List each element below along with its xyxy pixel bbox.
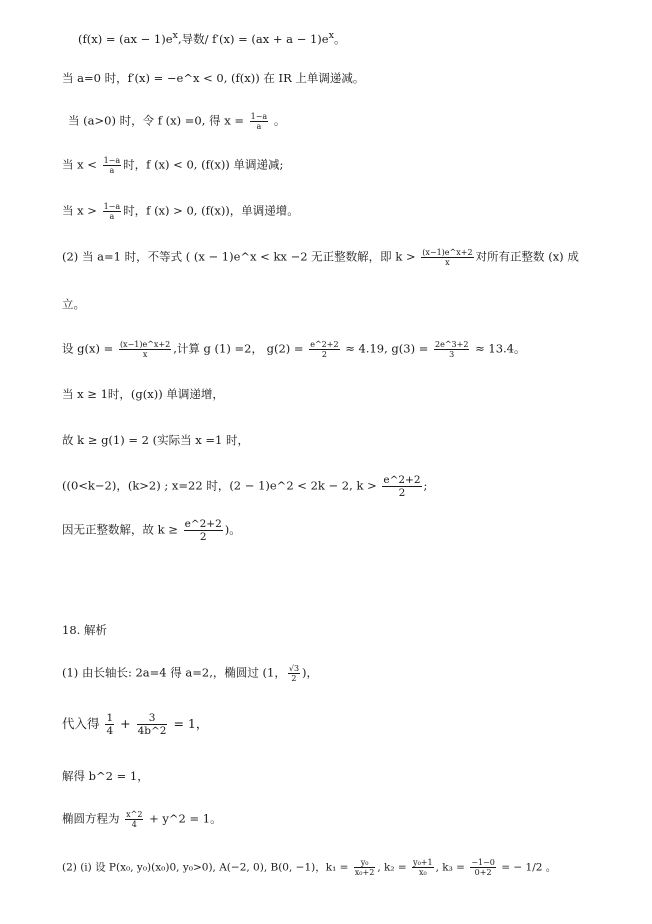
numerator: e^2+2: [184, 518, 222, 530]
denominator: x₀: [418, 868, 427, 877]
denominator: a: [109, 166, 115, 175]
text-segment: )。: [224, 522, 241, 537]
continuation-line: 立。: [62, 297, 85, 311]
text-segment: ((0<k−2)，(k>2) ; x=22 时，(2 − 1)e^2 < 2k − 2, k >: [62, 478, 381, 493]
numerator: 1−a: [103, 156, 121, 165]
text-segment: 时，f (x) > 0, (f(x))，单调递增。: [123, 203, 299, 218]
text-segment: 因无正整数解，故 k ≥: [62, 522, 182, 537]
numerator: y₀: [354, 858, 376, 868]
text-segment: 设 g(x) =: [62, 341, 117, 356]
numerator: e^2+2: [383, 474, 421, 486]
fraction: [137, 712, 168, 737]
part-two-line: [0, 248, 652, 267]
fraction: [434, 340, 469, 359]
g-definition-line: [0, 340, 652, 359]
text-segment: 。: [270, 113, 286, 128]
fraction: [105, 712, 114, 737]
denominator: x₀+2: [354, 868, 375, 877]
numerator: 1−a: [103, 202, 121, 211]
text-segment: , k₂ =: [377, 861, 411, 874]
text-segment: (1) 由长轴长: 2a=4 得 a=2,，椭圆过 (1，: [62, 665, 286, 680]
numerator: 1: [106, 712, 114, 724]
text-segment: ,计算 g (1) =2， g(2) =: [173, 341, 308, 356]
text-segment: ≈ 13.4。: [471, 341, 526, 356]
text-segment: ≈ 4.19, g(3) =: [341, 341, 433, 356]
fraction: [421, 248, 473, 267]
text-segment: ;: [423, 478, 428, 493]
numerator: (x−1)e^x+2: [422, 248, 473, 257]
fraction: [119, 340, 171, 359]
ellipse-equation-line: [0, 810, 652, 829]
derivative-line: [0, 28, 652, 47]
text-segment: + y^2 = 1。: [145, 811, 222, 826]
case-a-positive-line: [0, 112, 652, 131]
denominator: 4: [131, 820, 137, 829]
ellipse-point-line: [0, 664, 652, 683]
denominator: x: [142, 350, 148, 359]
numerator: 1−a: [250, 112, 268, 121]
fraction: [288, 664, 300, 683]
denominator: 2: [321, 350, 327, 359]
section-heading: 18. 解析: [62, 623, 107, 637]
numerator: −1−0: [471, 858, 495, 867]
text-segment: , k₃ =: [435, 861, 469, 874]
numerator: (x−1)e^x+2: [119, 340, 171, 349]
fraction: [250, 112, 269, 131]
text-segment: )，: [302, 665, 319, 680]
text-segment: 当 (a>0) 时，令 f (x) =0, 得 x =: [68, 113, 248, 128]
fraction: [470, 858, 496, 877]
numerator: 2e^3+2: [435, 340, 469, 349]
numerator: √3: [288, 664, 300, 673]
decreasing-line: [0, 156, 652, 175]
fraction: [309, 340, 339, 359]
denominator: 3: [449, 350, 455, 359]
denominator: a: [256, 122, 262, 131]
text-segment: 。: [334, 31, 346, 46]
denominator: 2: [199, 531, 207, 543]
denominator: 0+2: [474, 868, 492, 877]
monotonic-line: 当 x ≥ 1时，(g(x)) 单调递增，: [62, 387, 224, 401]
text-segment: (2) 当 a=1 时，不等式 ( (x − 1)e^x < kx −2 无正整数解，即 k >: [62, 249, 420, 264]
text-segment: (2) (i) 设 P(x₀, y₀)(x₀)0, y₀>0), A(−2, 0), B(0, −1)，k₁ =: [62, 861, 352, 874]
fraction: [412, 858, 434, 877]
exponent: x: [328, 30, 335, 41]
fraction: [125, 810, 143, 829]
k-bound-line: 故 k ≥ g(1) = 2 (实际当 x =1 时，: [62, 433, 250, 447]
denominator: 2: [291, 674, 297, 683]
denominator: 2: [398, 487, 406, 499]
numerator: y₀+1: [413, 858, 433, 867]
text-segment: 当 x >: [62, 203, 101, 218]
conclusion-line: [0, 518, 652, 543]
numerator: e^2+2: [310, 340, 339, 349]
denominator: 4b^2: [137, 725, 167, 737]
fraction: [382, 474, 421, 499]
denominator: 4: [106, 725, 114, 737]
text-segment: +: [116, 716, 135, 731]
text-segment: = 1，: [169, 716, 209, 731]
text-segment: ,导数/ f′(x) = (ax + a − 1)e: [177, 31, 329, 46]
text-segment: 代入得: [62, 716, 104, 731]
denominator: a: [109, 212, 115, 221]
solve-line: 解得 b^2 = 1，: [62, 769, 149, 783]
fraction: [184, 518, 223, 543]
numerator: 3: [137, 712, 168, 725]
exponent: x: [172, 30, 178, 41]
text-segment: 当 x <: [62, 157, 101, 172]
text-segment: 椭圆方程为: [62, 811, 124, 826]
numerator: x^2: [126, 810, 143, 819]
text-segment: 时，f (x) < 0, (f(x)) 单调递减;: [123, 157, 284, 172]
slopes-line: [0, 858, 652, 877]
fraction: [103, 202, 122, 221]
substitute-line: [0, 712, 652, 737]
increasing-line: [0, 202, 652, 221]
fraction: [354, 858, 376, 877]
fraction: [103, 156, 122, 175]
case-a-zero-line: 当 a=0 时，f′(x) = −e^x < 0, (f(x)) 在 IR 上单调递减。: [62, 71, 365, 85]
text-segment: 对所有正整数 (x) 成: [475, 249, 579, 264]
text-segment: (f(x) = (ax − 1)e: [78, 31, 173, 46]
text-segment: = − 1/2 。: [497, 861, 557, 874]
x-two-line: [0, 474, 652, 499]
denominator: x: [445, 258, 450, 267]
